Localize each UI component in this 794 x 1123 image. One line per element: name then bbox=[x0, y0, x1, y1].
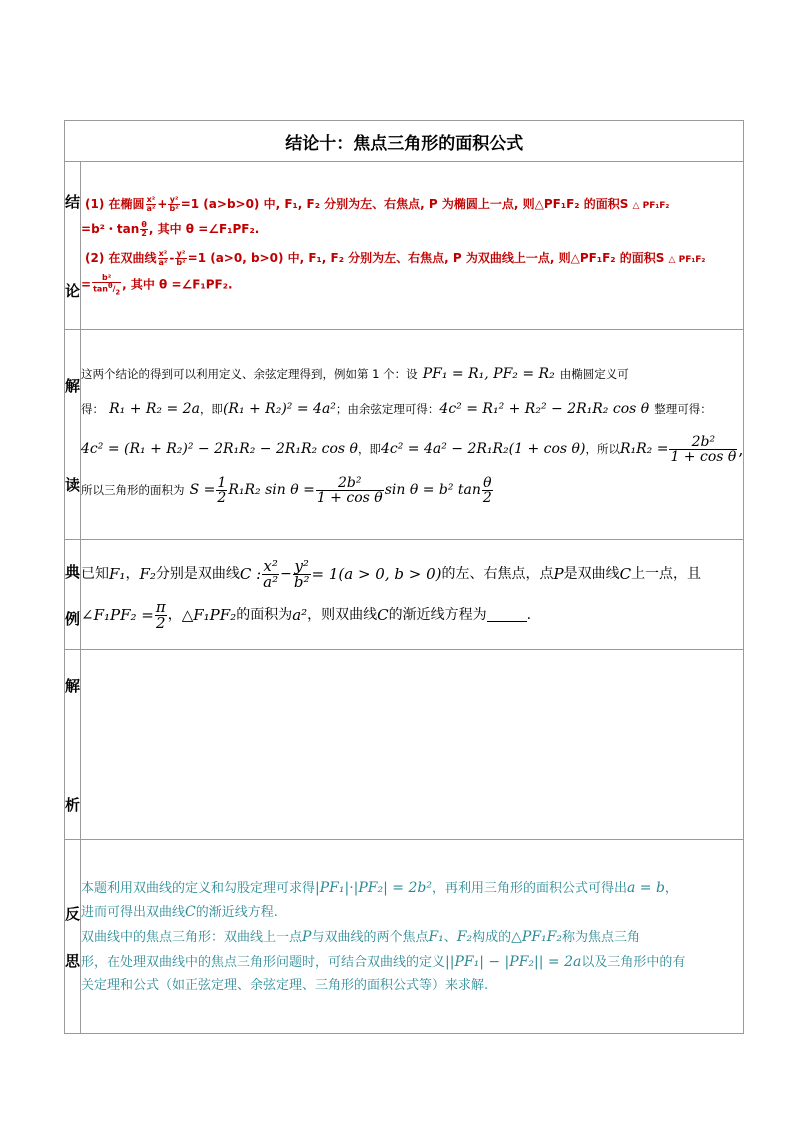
area-fraction: $\frac{\text{2b²}}{\text{1 + cos θ}}$ bbox=[316, 474, 383, 506]
conclusion-ellipse-result: =b²・tan $\frac{\theta}{2}$ , 其中 θ =∠F₁PF₂. bbox=[81, 219, 260, 238]
reflection-line-3: 双曲线中的焦点三角形：双曲线上一点P与双曲线的两个焦点F₁、F₂构成的△PF₁F₂称为焦点三角 bbox=[81, 929, 641, 946]
label-char: 反 bbox=[65, 904, 81, 923]
label-conclusion bbox=[65, 162, 81, 330]
hyperbola-fraction-x: $\frac{\text{x²}}{\text{a²}}$ bbox=[158, 249, 168, 268]
label-char: 典 bbox=[65, 562, 81, 581]
label-char: 解 bbox=[65, 376, 81, 395]
example-cell bbox=[81, 540, 744, 650]
ellipse-fraction-y: $\frac{\text{y²}}{\text{b²}}$ bbox=[169, 194, 179, 213]
conclusion-hyperbola: (2) 在双曲线 $\frac{\text{x²}}{\text{a²}}$ - $\frac{\text{y²}}{\text{b²}}$ =1 (a>0, b>0) 中, F₁, F₂ 分别为左、右焦点, P 为双曲线上一点, 则△PF₁F₂ 的面积S △ PF₁F₂ bbox=[85, 249, 706, 268]
formula-table bbox=[64, 120, 744, 1034]
label-analysis bbox=[65, 650, 81, 840]
product-fraction: $\frac{\text{2b²}}{\text{1 + cos θ}}$ bbox=[670, 433, 737, 465]
interpretation-line-1: 这两个结论的得到可以利用定义、余弦定理得到，例如第 1 个：设 PF₁ = R₁, PF₂ = R₂ 由椭圆定义可 bbox=[81, 366, 629, 382]
conclusion-ellipse: (1) 在椭圆 $\frac{\text{x²}}{\text{a²}}$ + $\frac{\text{y²}}{\text{b²}}$ =1 (a>b>0) 中, F₁, F₂ 分别为左、右焦点, P 为椭圆上一点, 则△PF₁F₂ 的面积S △ PF₁F₂ bbox=[85, 194, 670, 213]
interpretation-line-4: 所以三角形的面积为 S = $\frac{1}{2}$ R₁R₂ sin θ = $\frac{\text{2b²}}{\text{1 + cos θ}}$ sin θ = b² tan $\frac{\theta}{2}$ bbox=[81, 474, 492, 506]
label-interpretation bbox=[65, 330, 81, 540]
half-fraction: $\frac{1}{2}$ bbox=[217, 474, 227, 506]
page-title: 结论十：焦点三角形的面积公式 bbox=[65, 121, 744, 162]
label-reflection bbox=[65, 840, 81, 1034]
reflection-cell bbox=[81, 840, 744, 1034]
label-char: 读 bbox=[65, 475, 81, 494]
label-char: 例 bbox=[65, 609, 81, 628]
hyperbola-fraction-y: $\frac{\text{y²}}{\text{b²}}$ bbox=[176, 249, 186, 268]
label-char: 析 bbox=[65, 795, 81, 814]
reflection-line-2: 进而可得出双曲线C的渐近线方程. bbox=[81, 904, 278, 921]
label-example bbox=[65, 540, 81, 650]
hyperbola-area-fraction: $\frac{\text{b²}}{\tan^\theta/_2}$ bbox=[93, 273, 121, 297]
ellipse-fraction-x: $\frac{\text{x²}}{\text{a²}}$ bbox=[146, 194, 156, 213]
reflection-line-5: 关定理和公式（如正弦定理、余弦定理、三角形的面积公式等）来求解. bbox=[81, 977, 489, 993]
example-line-1: 已知 F₁ ， F₂ 分别是双曲线 C : $\frac{\text{x²}}{\text{a²}}$ − $\frac{\text{y²}}{\text{b²}}$ = 1 (a > 0, b > 0) 的左、右焦点，点 P 是双曲线 C 上一点，且 bbox=[81, 556, 702, 591]
answer-blank bbox=[487, 609, 527, 622]
tan-half-angle: $\frac{\theta}{2}$ bbox=[141, 219, 147, 238]
conclusion-cell bbox=[81, 162, 744, 330]
label-char: 结 bbox=[65, 192, 81, 211]
reflection-line-1: 本题利用双曲线的定义和勾股定理可求得|PF₁|·|PF₂| = 2b²，再利用三角形的面积公式可得出a = b， bbox=[81, 879, 678, 896]
label-char: 论 bbox=[65, 281, 81, 300]
interpretation-cell bbox=[81, 330, 744, 540]
conclusion-hyperbola-result: = $\frac{\text{b²}}{\tan^\theta/_2}$ , 其中 θ =∠F₁PF₂. bbox=[81, 273, 233, 297]
example-fraction-y: $\frac{\text{y²}}{\text{b²}}$ bbox=[293, 556, 310, 591]
interpretation-line-2: 得： R₁ + R₂ = 2a ，即 (R₁ + R₂)² = 4a² ；由余弦定理可得： 4c² = R₁² + R₂² − 2R₁R₂ cos θ 整理可得： bbox=[81, 401, 712, 417]
reflection-line-4: 形，在处理双曲线中的焦点三角形问题时，可结合双曲线的定义||PF₁| − |PF₂|| = 2a以及三角形中的有 bbox=[81, 953, 686, 970]
analysis-cell bbox=[81, 650, 744, 840]
example-line-2: ∠F₁PF₂ = $\frac{\pi}{2}$ ， △F₁PF₂ 的面积为 a² ，则双曲线 C 的渐近线方程为 . bbox=[81, 597, 532, 632]
label-char: 解 bbox=[65, 676, 81, 695]
example-fraction-x: $\frac{\text{x²}}{\text{a²}}$ bbox=[263, 556, 279, 591]
theta-half-fraction: $\frac{\theta}{2}$ bbox=[482, 474, 492, 506]
pi-half-fraction: $\frac{\pi}{2}$ bbox=[155, 597, 166, 632]
label-char: 思 bbox=[65, 951, 81, 970]
interpretation-line-3: 4c² = (R₁ + R₂)² − 2R₁R₂ − 2R₁R₂ cos θ ，即 4c² = 4a² − 2R₁R₂(1 + cos θ) ，所以 R₁R₂ = $\frac{\text{2b²}}{\text{1 + cos θ}}$ , bbox=[81, 433, 744, 465]
